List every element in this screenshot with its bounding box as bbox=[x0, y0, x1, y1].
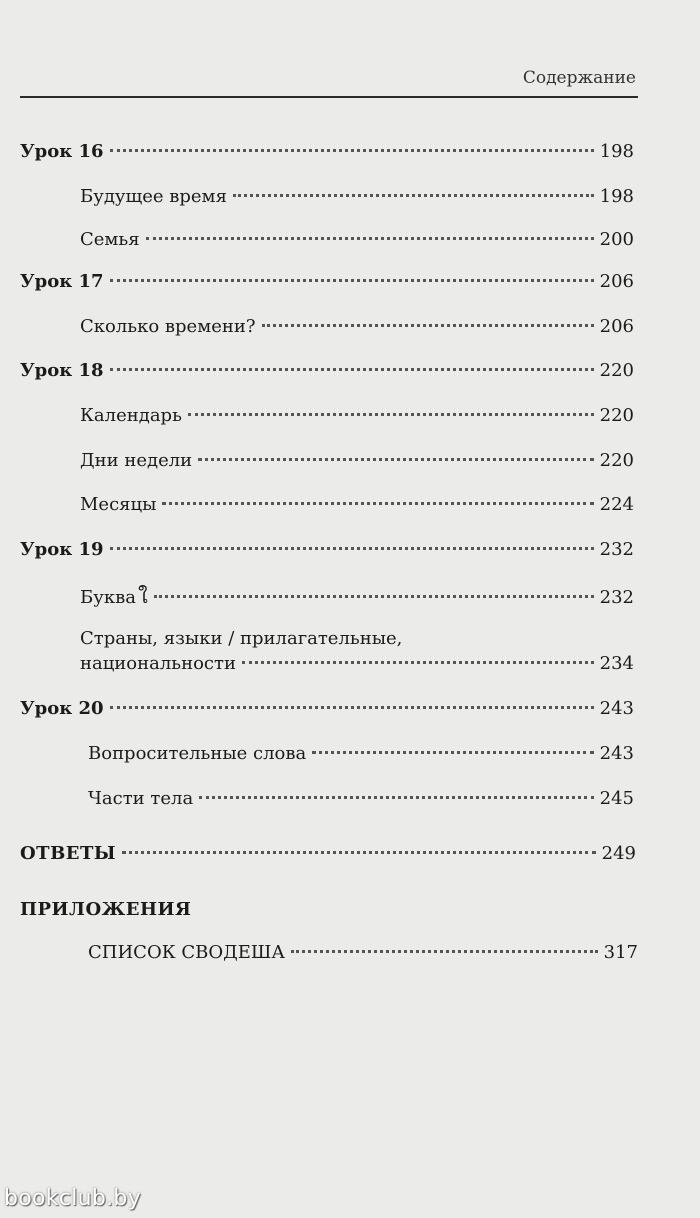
toc-entry-page: 243 bbox=[599, 743, 634, 764]
toc-entry-title: Урок 17 bbox=[20, 271, 104, 292]
dot-leader bbox=[110, 706, 594, 709]
dot-leader bbox=[242, 661, 594, 664]
toc-entry-page: 249 bbox=[601, 843, 636, 864]
toc-entry-title: СПИСОК СВОДЕША bbox=[88, 942, 286, 963]
toc-entry-title: Части тела bbox=[88, 788, 194, 809]
toc-entry-title bbox=[80, 580, 148, 612]
dot-leader bbox=[162, 502, 593, 505]
toc-entry-page: 198 bbox=[599, 141, 634, 162]
toc-entry-title: Дни недели bbox=[80, 450, 193, 471]
toc-entry-title: Урок 18 bbox=[20, 360, 104, 381]
dot-leader bbox=[233, 194, 594, 197]
toc-entry-months[interactable] bbox=[80, 494, 634, 515]
toc-entry-body-parts[interactable] bbox=[88, 788, 634, 809]
toc-entry-page: 220 bbox=[599, 450, 634, 471]
dot-leader bbox=[110, 547, 594, 550]
dot-leader bbox=[291, 950, 598, 953]
dot-leader bbox=[122, 851, 596, 854]
toc-entry-title: Вопросительные слова bbox=[88, 743, 307, 764]
toc-entry-title: Урок 16 bbox=[20, 141, 104, 162]
toc-entry-letter[interactable] bbox=[80, 580, 634, 612]
toc-entry-title: ПРИЛОЖЕНИЯ bbox=[20, 899, 192, 920]
toc-entry-swadesh-list[interactable] bbox=[88, 942, 638, 963]
toc-entry-page: 200 bbox=[599, 229, 634, 250]
toc-entry-page: 224 bbox=[599, 494, 634, 515]
thai-letter-glyph: ใ bbox=[137, 584, 148, 608]
toc-entry-page: 220 bbox=[599, 405, 634, 426]
toc-entry-title: ОТВЕТЫ bbox=[20, 843, 117, 864]
toc-entry-title: Семья bbox=[80, 229, 140, 250]
toc-entry-answers[interactable] bbox=[20, 843, 636, 864]
toc-entry-page: 243 bbox=[599, 698, 634, 719]
toc-entry-countries-line1[interactable]: Страны, языки / прилагательные, bbox=[80, 628, 403, 649]
toc-entry-page: 206 bbox=[599, 316, 634, 337]
toc-entry-page: 206 bbox=[599, 271, 634, 292]
toc-entry-page: 317 bbox=[603, 942, 638, 963]
dot-leader bbox=[262, 324, 594, 327]
toc-entry-title: Будущее время bbox=[80, 186, 227, 207]
toc-entry-lesson-17[interactable] bbox=[20, 271, 634, 292]
toc-entry-what-time[interactable] bbox=[80, 316, 634, 337]
toc-entry-weekdays[interactable] bbox=[80, 450, 634, 471]
toc-entry-lesson-16[interactable] bbox=[20, 141, 634, 162]
dot-leader bbox=[110, 279, 594, 282]
toc-entry-page: 220 bbox=[599, 360, 634, 381]
toc-entry-title: Календарь bbox=[80, 405, 182, 426]
dot-leader bbox=[199, 796, 593, 799]
toc-entry-title-text: Буква bbox=[80, 587, 136, 608]
toc-entry-page: 232 bbox=[599, 587, 634, 608]
dot-leader bbox=[198, 458, 593, 461]
toc-entry-calendar[interactable] bbox=[80, 405, 634, 426]
toc-entry-lesson-20[interactable] bbox=[20, 698, 634, 719]
running-head: Содержание bbox=[522, 68, 636, 88]
toc-entry-lesson-18[interactable] bbox=[20, 360, 634, 381]
watermark: bookclub.by bbox=[4, 1186, 142, 1211]
toc-entry-title: Сколько времени? bbox=[80, 316, 256, 337]
toc-entry-family[interactable] bbox=[80, 229, 634, 250]
toc-entry-page: 198 bbox=[599, 186, 634, 207]
toc-entry-page: 234 bbox=[599, 653, 634, 674]
toc-entry-title: Месяцы bbox=[80, 494, 157, 515]
toc-entry-title: национальности bbox=[80, 653, 236, 674]
dot-leader bbox=[188, 413, 594, 416]
dot-leader bbox=[110, 149, 594, 152]
toc-entry-page: 245 bbox=[599, 788, 634, 809]
dot-leader bbox=[110, 368, 594, 371]
toc-entry-lesson-19[interactable] bbox=[20, 539, 634, 560]
toc-entry-future-tense[interactable] bbox=[80, 186, 634, 207]
toc-entry-title: Урок 20 bbox=[20, 698, 104, 719]
dot-leader bbox=[146, 237, 594, 240]
toc-entry-page: 232 bbox=[599, 539, 634, 560]
toc-entry-appendices[interactable] bbox=[20, 899, 191, 920]
toc-entry-title: Урок 19 bbox=[20, 539, 104, 560]
dot-leader bbox=[312, 751, 593, 754]
toc-entry-countries[interactable] bbox=[80, 653, 634, 674]
dot-leader bbox=[154, 595, 594, 598]
toc-entry-question-words[interactable] bbox=[88, 743, 634, 764]
